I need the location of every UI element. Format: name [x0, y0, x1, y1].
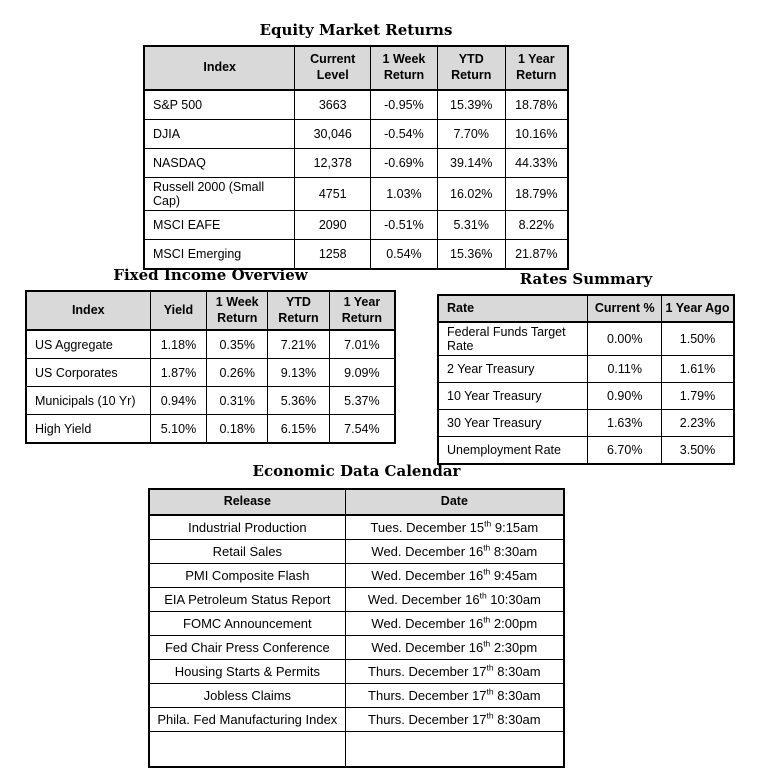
table-row [149, 636, 564, 660]
column-header: Current Level [295, 46, 371, 90]
table-cell [345, 732, 564, 768]
column-header: 1 Week Return [207, 291, 268, 330]
table-cell: 0.26% [207, 359, 268, 387]
table-cell: -0.69% [371, 149, 438, 178]
table-cell: Retail Sales [149, 540, 345, 564]
table-cell: 7.54% [329, 415, 395, 444]
table-cell: 39.14% [437, 149, 505, 178]
table-cell: 5.31% [437, 211, 505, 240]
table-row [144, 211, 568, 240]
table-cell: Jobless Claims [149, 684, 345, 708]
table-cell: Federal Funds Target Rate [438, 322, 588, 356]
table-cell: 0.54% [371, 240, 438, 270]
table-cell: Thurs. December 17th 8:30am [345, 684, 564, 708]
table-cell: Industrial Production [149, 515, 345, 540]
table-row [149, 564, 564, 588]
column-header: Date [345, 489, 564, 515]
fixed-income-header-row [26, 291, 395, 330]
equity-header-row [144, 46, 568, 90]
table-cell: 5.36% [268, 387, 330, 415]
table-cell: 0.11% [588, 356, 662, 383]
column-header: 1 Year Ago [662, 295, 734, 322]
table-cell: 5.10% [150, 415, 207, 444]
table-cell: 6.70% [588, 437, 662, 465]
table-row [438, 356, 734, 383]
table-cell: 15.36% [437, 240, 505, 270]
table-cell: Tues. December 15th 9:15am [345, 515, 564, 540]
column-header: 1 Week Return [371, 46, 438, 90]
table-row [144, 178, 568, 211]
table-row [144, 90, 568, 120]
table-cell: -0.51% [371, 211, 438, 240]
table-row [438, 410, 734, 437]
table-cell: MSCI Emerging [144, 240, 295, 270]
fixed-income-overview-table [25, 290, 396, 444]
column-header: Rate [438, 295, 588, 322]
table-cell: Wed. December 16th 10:30am [345, 588, 564, 612]
table-cell: 9.13% [268, 359, 330, 387]
table-cell: 2 Year Treasury [438, 356, 588, 383]
economic-data-calendar-table [148, 488, 565, 768]
table-cell: Unemployment Rate [438, 437, 588, 465]
table-cell: 2.23% [662, 410, 734, 437]
table-cell: 5.37% [329, 387, 395, 415]
table-cell: Phila. Fed Manufacturing Index [149, 708, 345, 732]
table-cell: -0.95% [371, 90, 438, 120]
fixed-income-overview-section [25, 265, 396, 444]
rates-summary-table [437, 294, 735, 465]
table-cell: 15.39% [437, 90, 505, 120]
table-cell: 1.50% [662, 322, 734, 356]
table-cell: 0.00% [588, 322, 662, 356]
table-cell: 7.01% [329, 330, 395, 359]
table-cell: 7.70% [437, 120, 505, 149]
calendar-table-title: Economic Data Calendar [252, 462, 461, 480]
column-header: YTD Return [437, 46, 505, 90]
rates-header-row [438, 295, 734, 322]
table-cell: 0.31% [207, 387, 268, 415]
table-cell: US Aggregate [26, 330, 150, 359]
table-cell: Wed. December 16th 2:00pm [345, 612, 564, 636]
table-cell: High Yield [26, 415, 150, 444]
table-cell: 1.61% [662, 356, 734, 383]
table-cell: Wed. December 16th 8:30am [345, 540, 564, 564]
table-cell: EIA Petroleum Status Report [149, 588, 345, 612]
table-cell: 12,378 [295, 149, 371, 178]
table-cell: 0.18% [207, 415, 268, 444]
equity-market-returns-table [143, 45, 569, 270]
equity-table-title: Equity Market Returns [259, 21, 453, 39]
table-cell: 44.33% [505, 149, 568, 178]
fixed-income-table-title: Fixed Income Overview [113, 266, 308, 284]
rates-summary-section [437, 269, 735, 465]
table-row [26, 415, 395, 444]
table-row [149, 708, 564, 732]
table-cell: 6.15% [268, 415, 330, 444]
table-cell: 1.18% [150, 330, 207, 359]
table-cell: FOMC Announcement [149, 612, 345, 636]
table-cell: 8.22% [505, 211, 568, 240]
table-cell: 7.21% [268, 330, 330, 359]
table-cell: PMI Composite Flash [149, 564, 345, 588]
table-cell: Thurs. December 17th 8:30am [345, 660, 564, 684]
column-header: 1 Year Return [505, 46, 568, 90]
table-row [438, 437, 734, 465]
table-row [149, 588, 564, 612]
table-row [149, 515, 564, 540]
table-cell: 4751 [295, 178, 371, 211]
column-header: 1 Year Return [329, 291, 395, 330]
table-cell: 30,046 [295, 120, 371, 149]
table-cell: US Corporates [26, 359, 150, 387]
table-cell: 0.35% [207, 330, 268, 359]
table-cell [149, 732, 345, 768]
table-cell: 1.03% [371, 178, 438, 211]
table-row [438, 322, 734, 356]
column-header: YTD Return [268, 291, 330, 330]
table-row [149, 684, 564, 708]
table-cell: 21.87% [505, 240, 568, 270]
table-cell: -0.54% [371, 120, 438, 149]
table-row [149, 660, 564, 684]
table-cell: 0.94% [150, 387, 207, 415]
column-header: Release [149, 489, 345, 515]
table-cell: 2090 [295, 211, 371, 240]
table-row [26, 387, 395, 415]
table-row [149, 612, 564, 636]
column-header: Current % [588, 295, 662, 322]
table-row [438, 383, 734, 410]
economic-data-calendar-section [148, 461, 565, 768]
table-cell: Russell 2000 (Small Cap) [144, 178, 295, 211]
table-cell: 16.02% [437, 178, 505, 211]
table-cell: Municipals (10 Yr) [26, 387, 150, 415]
table-cell: Fed Chair Press Conference [149, 636, 345, 660]
table-cell: 10.16% [505, 120, 568, 149]
table-cell: Thurs. December 17th 8:30am [345, 708, 564, 732]
table-cell: 18.78% [505, 90, 568, 120]
column-header: Yield [150, 291, 207, 330]
table-cell: 18.79% [505, 178, 568, 211]
table-cell: Wed. December 16th 2:30pm [345, 636, 564, 660]
table-cell: 1.79% [662, 383, 734, 410]
table-cell: 3.50% [662, 437, 734, 465]
table-row [149, 540, 564, 564]
table-cell: 0.90% [588, 383, 662, 410]
table-cell: 10 Year Treasury [438, 383, 588, 410]
equity-market-returns-section [143, 20, 569, 270]
table-cell: DJIA [144, 120, 295, 149]
table-cell: 1.87% [150, 359, 207, 387]
table-cell: NASDAQ [144, 149, 295, 178]
table-cell: 1.63% [588, 410, 662, 437]
table-cell: 30 Year Treasury [438, 410, 588, 437]
table-cell: 3663 [295, 90, 371, 120]
rates-table-title: Rates Summary [519, 270, 653, 288]
table-cell: MSCI EAFE [144, 211, 295, 240]
table-cell: 1258 [295, 240, 371, 270]
table-cell: S&P 500 [144, 90, 295, 120]
table-cell: Housing Starts & Permits [149, 660, 345, 684]
table-cell: Wed. December 16th 9:45am [345, 564, 564, 588]
table-row [144, 149, 568, 178]
table-cell: 9.09% [329, 359, 395, 387]
table-row [26, 330, 395, 359]
table-row [26, 359, 395, 387]
column-header: Index [144, 46, 295, 90]
table-row [144, 120, 568, 149]
column-header: Index [26, 291, 150, 330]
calendar-header-row [149, 489, 564, 515]
table-row-partial [149, 732, 564, 768]
